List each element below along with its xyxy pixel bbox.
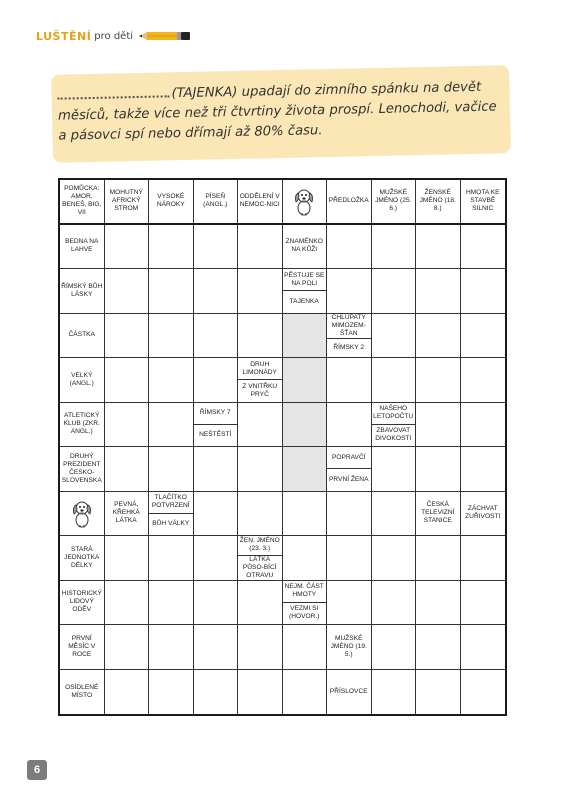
clue-label: ŽEN. JMÉNO (23. 3.) — [239, 537, 280, 553]
answer-cell[interactable] — [194, 447, 239, 492]
clue-cell — [60, 180, 105, 225]
clue-label: ŽENSKÉ JMÉNO (18. 8.) — [419, 189, 456, 213]
answer-cell[interactable] — [105, 225, 150, 270]
answer-cell[interactable] — [149, 269, 194, 314]
clue-label: DRUH LIMONÁDY — [242, 360, 277, 376]
answer-cell[interactable] — [194, 536, 239, 581]
clue-cell — [327, 670, 372, 715]
clue-cell — [60, 492, 105, 537]
clue-label: PĚSTUJE SE NA POLI — [284, 271, 325, 287]
clue-cell — [105, 492, 150, 537]
clue-label: POMŮCKA: AMOR, BENEŠ, BIG, VII — [62, 185, 102, 217]
answer-cell[interactable] — [283, 625, 328, 670]
answer-cell[interactable] — [149, 447, 194, 492]
crossword-grid — [58, 178, 507, 716]
answer-cell[interactable] — [416, 670, 461, 715]
answer-cell[interactable] — [283, 403, 328, 448]
clue-cell — [327, 447, 372, 492]
clue-cell — [238, 536, 283, 581]
answer-cell[interactable] — [194, 314, 239, 359]
clue-text-block — [57, 77, 504, 146]
clue-label: STARÁ JEDNOTKA DÉLKY — [64, 545, 100, 569]
answer-cell[interactable] — [372, 625, 417, 670]
clue-label: BŮH VÁLKY — [149, 513, 193, 535]
clue-cell — [60, 403, 105, 448]
answer-cell[interactable] — [416, 314, 461, 359]
clue-label: OSÍDLENÉ MÍSTO — [65, 683, 99, 699]
answer-cell[interactable] — [327, 403, 372, 448]
clue-label: ČÁSTKA — [68, 331, 95, 339]
clue-label: LÁTKA PŮSO-BÍCÍ OTRAVU — [238, 555, 282, 580]
dog-icon — [293, 186, 315, 216]
answer-cell[interactable] — [461, 225, 506, 270]
clue-label: ATLETICKÝ KLUB (ZKR. ANGL.) — [63, 412, 100, 436]
clue-cell — [238, 180, 283, 225]
clue-label: ČESKÁ TELEVIZNÍ STANICE — [421, 501, 455, 525]
answer-cell[interactable] — [194, 492, 239, 537]
clue-cell — [327, 180, 372, 225]
answer-cell[interactable] — [105, 314, 150, 359]
answer-cell[interactable] — [327, 269, 372, 314]
answer-cell[interactable] — [105, 581, 150, 626]
clue-cell — [60, 225, 105, 270]
answer-cell[interactable] — [461, 581, 506, 626]
clue-label: DRUHÝ PREZIDENT ČESKO-SLOVENSKA — [61, 452, 102, 484]
clue-cell — [105, 180, 150, 225]
clue-label: MOHUTNÝ AFRICKÝ STROM — [109, 189, 143, 213]
answer-cell[interactable] — [416, 225, 461, 270]
answer-cell[interactable] — [283, 358, 328, 403]
answer-cell[interactable] — [461, 314, 506, 359]
answer-cell[interactable] — [372, 536, 417, 581]
answer-cell[interactable] — [283, 447, 328, 492]
clue-label: ŘÍMSKÝ BŮH LÁSKY — [61, 282, 103, 298]
clue-label: NEJM. ČÁST HMOTY — [284, 583, 324, 599]
clue-cell — [194, 180, 239, 225]
clue-cell — [60, 625, 105, 670]
clue-label: PŘEDLOŽKA — [328, 197, 369, 205]
clue-label: NAŠEHO LETOPOČTU — [373, 405, 414, 421]
dog-icon — [71, 498, 93, 528]
answer-cell[interactable] — [283, 314, 328, 359]
clue-label: NEŠTĚSTÍ — [194, 424, 238, 446]
clue-label: ODDĚLENÍ V NEMOC-NICI — [239, 193, 280, 209]
clue-label: VYSOKÉ NÁROKY — [156, 193, 185, 209]
answer-cell[interactable] — [238, 269, 283, 314]
answer-cell[interactable] — [238, 447, 283, 492]
clue-label: VEZMI SI (HOVOR.) — [283, 602, 327, 624]
answer-cell[interactable] — [194, 581, 239, 626]
clue-label: PŘÍSLOVCE — [329, 687, 368, 695]
clue-label: Z VNITŘKU PRYČ — [238, 379, 282, 401]
clue-cell — [283, 269, 328, 314]
answer-cell[interactable] — [372, 269, 417, 314]
clue-cell — [194, 403, 239, 448]
answer-cell[interactable] — [238, 492, 283, 537]
clue-cell — [60, 581, 105, 626]
clue-label: ZBAVOVAT DIVOKOSTI — [372, 424, 416, 446]
answer-cell[interactable] — [461, 536, 506, 581]
clue-cell — [60, 670, 105, 715]
answer-cell[interactable] — [416, 403, 461, 448]
pencil-icon — [139, 30, 191, 42]
clue-cell — [149, 492, 194, 537]
clue-label: PRVNÍ ŽENA — [327, 468, 371, 490]
clue-cell — [60, 269, 105, 314]
answer-cell[interactable] — [283, 536, 328, 581]
clue-cell — [60, 314, 105, 359]
answer-cell[interactable] — [416, 447, 461, 492]
answer-cell[interactable] — [238, 625, 283, 670]
answer-cell[interactable] — [283, 492, 328, 537]
clue-label: CHLUPATÝ MIMOZEM-ŠŤAN — [331, 313, 366, 337]
clue-label: PÍSEŇ (ANGL.) — [203, 193, 228, 209]
answer-cell[interactable] — [461, 403, 506, 448]
answer-cell[interactable] — [372, 447, 417, 492]
answer-cell[interactable] — [149, 225, 194, 270]
page-header — [36, 26, 191, 46]
dog-illustration — [60, 492, 104, 536]
answer-cell[interactable] — [149, 536, 194, 581]
answer-cell[interactable] — [149, 581, 194, 626]
clue-label: BEDNA NA LAHVE — [65, 238, 99, 254]
answer-cell[interactable] — [105, 670, 150, 715]
answer-cell[interactable] — [238, 225, 283, 270]
clue-cell — [461, 180, 506, 225]
answer-cell[interactable] — [461, 625, 506, 670]
clue-label: ŘÍMSKY 2 — [327, 338, 371, 358]
clue-label: TAJENKA — [283, 290, 327, 312]
clue-label: ZNAMÉNKO NA KŮŽI — [285, 238, 323, 254]
answer-cell[interactable] — [105, 358, 150, 403]
clue-cell — [60, 536, 105, 581]
answer-cell[interactable] — [461, 269, 506, 314]
clue-sentence: (TAJENKA) upadají do zimního spánku na devět měsíců, takže více než tři čtvrtiny života prospí. Lenochodi, vačice a pásovci spí nebo dřímají až 80% času. — [57, 79, 497, 144]
clue-label: VELKÝ (ANGL.) — [69, 371, 94, 387]
clue-label: PRVNÍ MĚSÍC V ROCE — [68, 634, 96, 658]
answer-cell[interactable] — [238, 403, 283, 448]
clue-cell — [283, 581, 328, 626]
answer-cell[interactable] — [238, 581, 283, 626]
clue-cell — [372, 403, 417, 448]
answer-cell[interactable] — [372, 358, 417, 403]
answer-cell[interactable] — [194, 225, 239, 270]
answer-cell[interactable] — [105, 625, 150, 670]
answer-cell[interactable] — [327, 492, 372, 537]
clue-cell — [372, 180, 417, 225]
answer-cell[interactable] — [416, 358, 461, 403]
answer-cell[interactable] — [416, 269, 461, 314]
answer-cell[interactable] — [372, 670, 417, 715]
answer-cell[interactable] — [416, 625, 461, 670]
answer-cell[interactable] — [149, 358, 194, 403]
page-number: 6 — [27, 760, 47, 780]
clue-label: POPRAVČÍ — [331, 453, 366, 461]
clue-label: TLAČÍTKO POTVRZENÍ — [151, 494, 190, 510]
clue-label: HMOTA KE STAVBĚ SILNIC — [465, 189, 500, 213]
clue-label: PEVNÁ, KŘEHKÁ LÁTKA — [112, 501, 140, 525]
brand-subtitle: pro děti — [94, 30, 134, 42]
answer-cell[interactable] — [238, 314, 283, 359]
clue-cell — [283, 180, 328, 225]
clue-cell — [416, 492, 461, 537]
answer-cell[interactable] — [327, 581, 372, 626]
answer-cell[interactable] — [327, 536, 372, 581]
clue-cell — [327, 625, 372, 670]
clue-cell — [416, 180, 461, 225]
answer-cell[interactable] — [372, 581, 417, 626]
clue-cell — [60, 447, 105, 492]
answer-cell[interactable] — [372, 225, 417, 270]
clue-cell — [283, 225, 328, 270]
answer-cell[interactable] — [149, 403, 194, 448]
answer-cell[interactable] — [105, 536, 150, 581]
dog-illustration — [283, 180, 327, 223]
answer-cell[interactable] — [105, 403, 150, 448]
answer-cell[interactable] — [327, 225, 372, 270]
clue-cell — [327, 314, 372, 359]
clue-label: ZÁCHVAT ZUŘIVOSTI — [465, 505, 501, 521]
clue-label: MUŽSKÉ JMÉNO (19. 5.) — [330, 634, 367, 658]
clue-label: HISTORICKÝ LIDOVÝ ODĚV — [61, 590, 102, 614]
answer-cell[interactable] — [105, 269, 150, 314]
answer-cell[interactable] — [372, 492, 417, 537]
answer-cell[interactable] — [238, 670, 283, 715]
answer-cell[interactable] — [461, 358, 506, 403]
blank-dots — [57, 84, 169, 99]
answer-cell[interactable] — [194, 358, 239, 403]
answer-cell[interactable] — [283, 670, 328, 715]
answer-cell[interactable] — [149, 314, 194, 359]
answer-cell[interactable] — [461, 447, 506, 492]
answer-cell[interactable] — [194, 269, 239, 314]
clue-label: ŘÍMSKY 7 — [199, 409, 231, 417]
clue-cell — [238, 358, 283, 403]
clue-cell — [60, 358, 105, 403]
answer-cell[interactable] — [194, 670, 239, 715]
answer-cell[interactable] — [105, 447, 150, 492]
answer-cell[interactable] — [416, 581, 461, 626]
answer-cell[interactable] — [149, 670, 194, 715]
clue-label: MUŽSKÉ JMÉNO (25. 6.) — [375, 189, 412, 213]
clue-cell — [461, 492, 506, 537]
answer-cell[interactable] — [327, 358, 372, 403]
answer-cell[interactable] — [372, 314, 417, 359]
brand-title: LUŠTĚNÍ — [36, 29, 92, 43]
answer-cell[interactable] — [194, 625, 239, 670]
answer-cell[interactable] — [149, 625, 194, 670]
answer-cell[interactable] — [416, 536, 461, 581]
clue-cell — [149, 180, 194, 225]
answer-cell[interactable] — [461, 670, 506, 715]
